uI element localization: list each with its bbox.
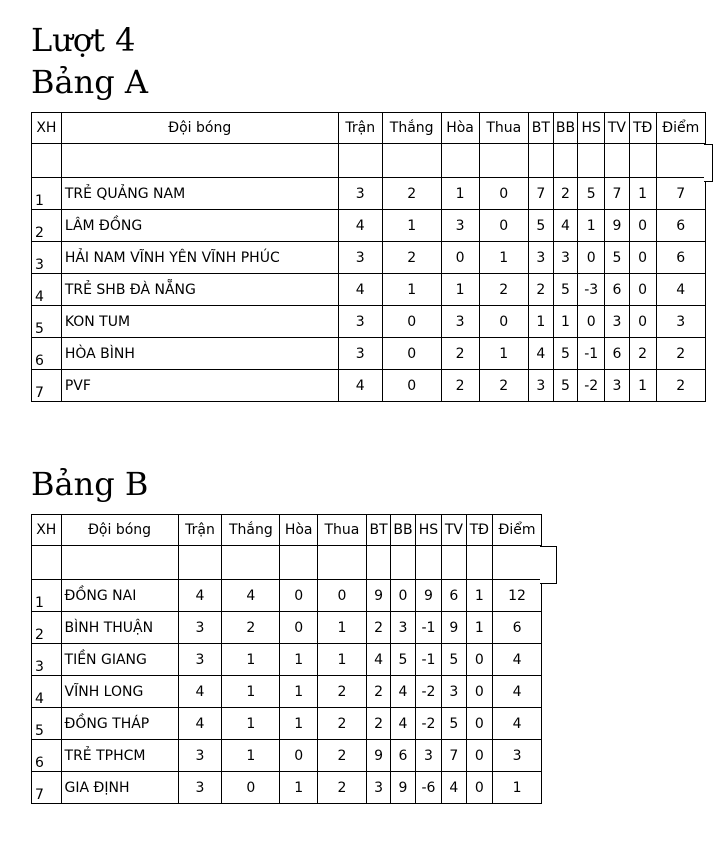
- played-cell: 3: [178, 612, 222, 644]
- red-cards-cell: 0: [629, 210, 656, 242]
- losses-cell: 1: [479, 338, 528, 370]
- played-cell: 3: [338, 306, 382, 338]
- table-row: [32, 676, 542, 708]
- played-cell: 3: [178, 644, 222, 676]
- blank-cell: [61, 546, 178, 580]
- team-cell: TIỀN GIANG: [61, 644, 178, 676]
- goals-for-cell: 3: [366, 772, 390, 804]
- rank-cell: 3: [32, 644, 62, 676]
- blank-cell: [338, 144, 382, 178]
- red-cards-cell: 0: [629, 274, 656, 306]
- draws-cell: 1: [441, 274, 479, 306]
- draws-cell: 1: [280, 772, 318, 804]
- rank-cell: 5: [32, 306, 62, 338]
- table-row: [32, 708, 542, 740]
- blank-cell: [553, 144, 578, 178]
- table-row: [32, 338, 706, 370]
- table-row: [32, 274, 706, 306]
- rank-cell: 5: [32, 708, 62, 740]
- table-row: [32, 580, 542, 612]
- team-cell: KON TUM: [61, 306, 338, 338]
- blank-cell: [382, 144, 441, 178]
- table-row: [32, 612, 542, 644]
- goals-for-cell: 9: [366, 740, 390, 772]
- yellow-cards-cell: 3: [605, 370, 630, 402]
- header-goals-against: BB: [553, 113, 578, 144]
- points-cell: 6: [493, 612, 542, 644]
- header-goals-against: BB: [391, 515, 415, 546]
- header-goals-for: BT: [528, 113, 553, 144]
- draws-cell: 0: [280, 740, 318, 772]
- group-b-standings-table: [31, 514, 542, 804]
- wins-cell: 1: [382, 210, 441, 242]
- blank-cell: [415, 546, 441, 580]
- goals-against-cell: 3: [391, 612, 415, 644]
- header-draws: Hòa: [280, 515, 318, 546]
- blank-cell: [178, 546, 222, 580]
- draws-cell: 3: [441, 210, 479, 242]
- red-cards-cell: 0: [466, 772, 492, 804]
- goals-for-cell: 2: [528, 274, 553, 306]
- table-row: [32, 306, 706, 338]
- header-red-cards: TĐ: [466, 515, 492, 546]
- goals-against-cell: 5: [391, 644, 415, 676]
- table-row: [32, 210, 706, 242]
- team-cell: ĐỒNG THÁP: [61, 708, 178, 740]
- blank-cell: [61, 144, 338, 178]
- red-cards-cell: 0: [629, 242, 656, 274]
- yellow-cards-cell: 9: [442, 612, 466, 644]
- losses-cell: 2: [318, 676, 367, 708]
- red-cards-cell: 0: [466, 740, 492, 772]
- points-cell: 3: [656, 306, 705, 338]
- yellow-cards-cell: 7: [442, 740, 466, 772]
- played-cell: 3: [338, 338, 382, 370]
- blank-cell: [466, 546, 492, 580]
- points-cell: 7: [656, 178, 705, 210]
- blank-cell: [222, 546, 280, 580]
- blank-cell: [318, 546, 367, 580]
- losses-cell: 0: [479, 210, 528, 242]
- goal-diff-cell: -2: [415, 676, 441, 708]
- header-team: Đội bóng: [61, 515, 178, 546]
- goals-against-cell: 4: [391, 676, 415, 708]
- blank-cell: [32, 144, 62, 178]
- points-cell: 1: [493, 772, 542, 804]
- losses-cell: 1: [318, 612, 367, 644]
- played-cell: 4: [178, 580, 222, 612]
- wins-cell: 1: [382, 274, 441, 306]
- header-points: Điểm: [493, 515, 542, 546]
- team-cell: VĨNH LONG: [61, 676, 178, 708]
- yellow-cards-cell: 7: [605, 178, 630, 210]
- wins-cell: 2: [382, 178, 441, 210]
- team-cell: TRẺ TPHCM: [61, 740, 178, 772]
- played-cell: 3: [338, 178, 382, 210]
- header-row: [32, 113, 706, 144]
- team-cell: LÂM ĐỒNG: [61, 210, 338, 242]
- losses-cell: 0: [479, 306, 528, 338]
- goals-for-cell: 4: [366, 644, 390, 676]
- wins-cell: 0: [382, 370, 441, 402]
- points-cell: 12: [493, 580, 542, 612]
- draws-cell: 1: [280, 676, 318, 708]
- goal-diff-cell: -3: [578, 274, 605, 306]
- goals-for-cell: 5: [528, 210, 553, 242]
- goal-diff-cell: -2: [578, 370, 605, 402]
- red-cards-cell: 1: [466, 612, 492, 644]
- header-losses: Thua: [479, 113, 528, 144]
- header-yellow-cards: TV: [605, 113, 630, 144]
- losses-cell: 2: [318, 708, 367, 740]
- table-row: [32, 178, 706, 210]
- points-cell: 4: [656, 274, 705, 306]
- losses-cell: 2: [318, 772, 367, 804]
- team-cell: BÌNH THUẬN: [61, 612, 178, 644]
- yellow-cards-cell: 5: [442, 708, 466, 740]
- blank-cell: [366, 546, 390, 580]
- table-row: [32, 242, 706, 274]
- table-row: [32, 740, 542, 772]
- goal-diff-cell: -1: [415, 644, 441, 676]
- blank-row: [32, 144, 706, 178]
- header-draws: Hòa: [441, 113, 479, 144]
- draws-cell: 2: [441, 338, 479, 370]
- rank-cell: 1: [32, 178, 62, 210]
- losses-cell: 1: [479, 242, 528, 274]
- goals-for-cell: 3: [528, 242, 553, 274]
- blank-cell: [605, 144, 630, 178]
- red-cards-cell: 1: [629, 178, 656, 210]
- draws-cell: 1: [280, 708, 318, 740]
- yellow-cards-cell: 9: [605, 210, 630, 242]
- team-cell: HÒA BÌNH: [61, 338, 338, 370]
- goals-for-cell: 1: [528, 306, 553, 338]
- blank-cell: [578, 144, 605, 178]
- points-cell: 6: [656, 242, 705, 274]
- wins-cell: 0: [382, 306, 441, 338]
- red-cards-cell: 0: [466, 708, 492, 740]
- losses-cell: 2: [479, 274, 528, 306]
- draws-cell: 3: [441, 306, 479, 338]
- yellow-cards-cell: 5: [605, 242, 630, 274]
- header-losses: Thua: [318, 515, 367, 546]
- points-cell: 2: [656, 338, 705, 370]
- goals-for-cell: 9: [366, 580, 390, 612]
- header-wins: Thắng: [222, 515, 280, 546]
- header-red-cards: TĐ: [629, 113, 656, 144]
- red-cards-cell: 1: [466, 580, 492, 612]
- rank-cell: 6: [32, 740, 62, 772]
- played-cell: 3: [178, 772, 222, 804]
- goals-against-cell: 9: [391, 772, 415, 804]
- red-cards-cell: 2: [629, 338, 656, 370]
- played-cell: 4: [338, 210, 382, 242]
- red-cards-cell: 1: [629, 370, 656, 402]
- yellow-cards-cell: 3: [605, 306, 630, 338]
- draws-cell: 0: [280, 612, 318, 644]
- rank-cell: 4: [32, 676, 62, 708]
- rank-cell: 7: [32, 370, 62, 402]
- header-yellow-cards: TV: [442, 515, 466, 546]
- team-cell: TRẺ SHB ĐÀ NẴNG: [61, 274, 338, 306]
- header-goal-diff: HS: [415, 515, 441, 546]
- rank-cell: 2: [32, 210, 62, 242]
- played-cell: 4: [338, 370, 382, 402]
- goals-against-cell: 2: [553, 178, 578, 210]
- rank-cell: 3: [32, 242, 62, 274]
- goals-for-cell: 2: [366, 676, 390, 708]
- wins-cell: 1: [222, 740, 280, 772]
- losses-cell: 2: [318, 740, 367, 772]
- goal-diff-cell: 0: [578, 242, 605, 274]
- wins-cell: 4: [222, 580, 280, 612]
- blank-cell: [442, 546, 466, 580]
- losses-cell: 0: [479, 178, 528, 210]
- table-row: [32, 772, 542, 804]
- points-cell: 3: [493, 740, 542, 772]
- blank-overflow-cell: [704, 144, 713, 182]
- losses-cell: 0: [318, 580, 367, 612]
- header-played: Trận: [338, 113, 382, 144]
- blank-cell: [280, 546, 318, 580]
- header-rank: XH: [32, 515, 62, 546]
- goals-against-cell: 0: [391, 580, 415, 612]
- goal-diff-cell: 0: [578, 306, 605, 338]
- played-cell: 4: [338, 274, 382, 306]
- rank-cell: 1: [32, 580, 62, 612]
- goals-against-cell: 4: [391, 708, 415, 740]
- wins-cell: 2: [382, 242, 441, 274]
- points-cell: 4: [493, 644, 542, 676]
- team-cell: ĐỒNG NAI: [61, 580, 178, 612]
- goals-for-cell: 2: [366, 708, 390, 740]
- draws-cell: 1: [441, 178, 479, 210]
- header-goals-for: BT: [366, 515, 390, 546]
- rank-cell: 7: [32, 772, 62, 804]
- blank-cell: [441, 144, 479, 178]
- blank-row: [32, 546, 542, 580]
- group-a-title: Bảng A: [31, 63, 148, 101]
- goals-for-cell: 3: [528, 370, 553, 402]
- goal-diff-cell: 9: [415, 580, 441, 612]
- header-played: Trận: [178, 515, 222, 546]
- goals-against-cell: 3: [553, 242, 578, 274]
- points-cell: 2: [656, 370, 705, 402]
- goals-against-cell: 1: [553, 306, 578, 338]
- header-wins: Thắng: [382, 113, 441, 144]
- table-row: [32, 370, 706, 402]
- blank-cell: [32, 546, 62, 580]
- red-cards-cell: 0: [466, 644, 492, 676]
- wins-cell: 1: [222, 676, 280, 708]
- goals-for-cell: 7: [528, 178, 553, 210]
- goal-diff-cell: 1: [578, 210, 605, 242]
- points-cell: 4: [493, 708, 542, 740]
- rank-cell: 2: [32, 612, 62, 644]
- draws-cell: 0: [441, 242, 479, 274]
- blank-cell: [656, 144, 705, 178]
- blank-overflow-cell: [540, 546, 557, 584]
- header-rank: XH: [32, 113, 62, 144]
- goal-diff-cell: -1: [415, 612, 441, 644]
- wins-cell: 1: [222, 644, 280, 676]
- played-cell: 4: [178, 708, 222, 740]
- goals-against-cell: 5: [553, 370, 578, 402]
- rank-cell: 4: [32, 274, 62, 306]
- team-cell: TRẺ QUẢNG NAM: [61, 178, 338, 210]
- yellow-cards-cell: 4: [442, 772, 466, 804]
- table-row: [32, 644, 542, 676]
- yellow-cards-cell: 6: [605, 338, 630, 370]
- blank-cell: [528, 144, 553, 178]
- header-points: Điểm: [656, 113, 705, 144]
- played-cell: 3: [338, 242, 382, 274]
- blank-cell: [391, 546, 415, 580]
- yellow-cards-cell: 6: [442, 580, 466, 612]
- goals-against-cell: 5: [553, 274, 578, 306]
- goal-diff-cell: -6: [415, 772, 441, 804]
- losses-cell: 2: [479, 370, 528, 402]
- group-b-title: Bảng B: [31, 465, 149, 503]
- rank-cell: 6: [32, 338, 62, 370]
- header-row: [32, 515, 542, 546]
- yellow-cards-cell: 3: [442, 676, 466, 708]
- blank-cell: [629, 144, 656, 178]
- goals-against-cell: 5: [553, 338, 578, 370]
- yellow-cards-cell: 6: [605, 274, 630, 306]
- goals-against-cell: 6: [391, 740, 415, 772]
- goals-for-cell: 4: [528, 338, 553, 370]
- wins-cell: 1: [222, 708, 280, 740]
- wins-cell: 0: [222, 772, 280, 804]
- header-goal-diff: HS: [578, 113, 605, 144]
- goal-diff-cell: 3: [415, 740, 441, 772]
- wins-cell: 0: [382, 338, 441, 370]
- blank-cell: [493, 546, 542, 580]
- header-team: Đội bóng: [61, 113, 338, 144]
- points-cell: 4: [493, 676, 542, 708]
- draws-cell: 1: [280, 644, 318, 676]
- goals-for-cell: 2: [366, 612, 390, 644]
- draws-cell: 2: [441, 370, 479, 402]
- goal-diff-cell: -2: [415, 708, 441, 740]
- goal-diff-cell: -1: [578, 338, 605, 370]
- team-cell: PVF: [61, 370, 338, 402]
- round-title: Lượt 4: [31, 21, 136, 59]
- losses-cell: 1: [318, 644, 367, 676]
- points-cell: 6: [656, 210, 705, 242]
- team-cell: HẢI NAM VĨNH YÊN VĨNH PHÚC: [61, 242, 338, 274]
- goals-against-cell: 4: [553, 210, 578, 242]
- red-cards-cell: 0: [466, 676, 492, 708]
- goal-diff-cell: 5: [578, 178, 605, 210]
- yellow-cards-cell: 5: [442, 644, 466, 676]
- red-cards-cell: 0: [629, 306, 656, 338]
- played-cell: 4: [178, 676, 222, 708]
- draws-cell: 0: [280, 580, 318, 612]
- wins-cell: 2: [222, 612, 280, 644]
- blank-cell: [479, 144, 528, 178]
- group-a-standings-table: [31, 112, 706, 402]
- played-cell: 3: [178, 740, 222, 772]
- team-cell: GIA ĐỊNH: [61, 772, 178, 804]
